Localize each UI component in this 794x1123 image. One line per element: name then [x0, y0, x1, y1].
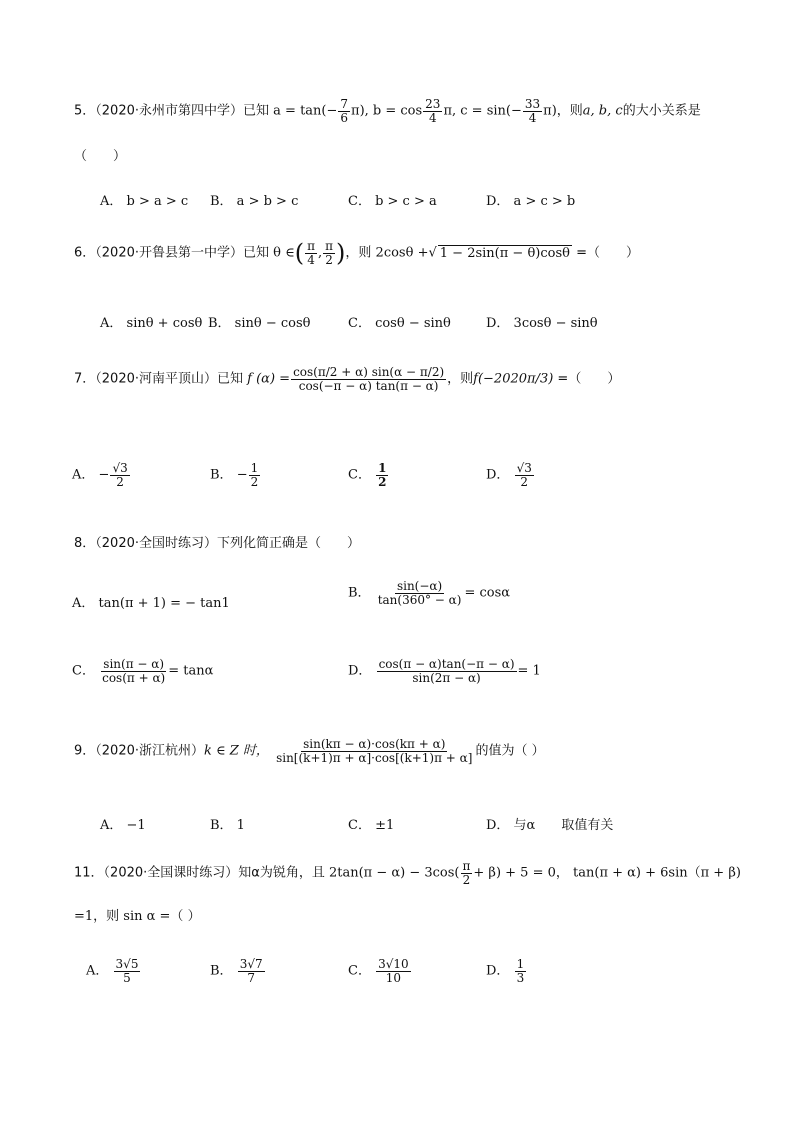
- answer-paren: （ ）: [74, 149, 127, 164]
- question-7: 7．（2020·河南平顶山）已知 f (α) = $\frac{\cos(\pi/2 + \alpha) \sin(\alpha - \pi/2)}{\cos(-\pi - \alpha) \tan(\pi - \alpha)}$ ，则f(−2020π/3) =（ ）: [74, 365, 621, 393]
- question-source: （2020·浙江杭州）: [95, 743, 204, 759]
- right-paren: ): [336, 239, 346, 268]
- option-a[interactable]: A． sinθ + cosθ: [100, 316, 203, 331]
- question-8: 8．（2020·全国时练习）下列化简正确是（ ）: [74, 536, 361, 551]
- fraction: $\frac{\sin(k\pi - \alpha)\cdot\cos(k\pi + \alpha)}{\sin[(k+1)\pi + \alpha]\cdot\cos[(k+1)\pi + \alpha]}$: [276, 737, 473, 765]
- option-d[interactable]: D． 与α 取值有关: [486, 818, 614, 833]
- question-number: 5．: [74, 103, 96, 119]
- option-b[interactable]: B． $\frac{\sin(-\alpha)}{\tan(360^\circ - \alpha)}$ = cosα: [348, 579, 511, 607]
- question-5: 5．（2020·永州市第四中学）已知 a = tan(− $\frac{7}{6}$ π), b = cos $\frac{23}{4}$ π, c = sin(− $\frac{33}{4}$ π)，则a, b, c的大小关系是: [74, 97, 701, 125]
- question-number: 11．: [74, 865, 104, 881]
- fraction: $\frac{33}{4}$: [524, 97, 541, 125]
- question-number: 7．: [74, 371, 96, 387]
- question-source: （2020·开鲁县第一中学）: [95, 245, 243, 261]
- option-d[interactable]: D． a > c > b: [486, 194, 576, 209]
- option-c[interactable]: C． ±1: [348, 818, 395, 833]
- option-b[interactable]: B． $\frac{3√7}{7}$: [210, 957, 263, 985]
- option-c[interactable]: C． $\frac{\sin(\pi - \alpha)}{\cos(\pi + \alpha)}$ = tanα: [72, 657, 214, 685]
- question-number: 9．: [74, 743, 96, 759]
- option-a[interactable]: A． b > a > c: [100, 194, 189, 209]
- question-11: 11．（2020·全国课时练习）知α为锐角，且 2tan(π − α) − 3cos( $\frac{\pi}{2}$ + β) + 5 = 0， tan(π + α) + 6sin（π + β): [74, 859, 741, 887]
- question-6: 6．（2020·开鲁县第一中学）已知 θ ∈( $\frac{\pi}{4}$ , $\frac{\pi}{2}$ )，则 2cosθ +√ 1 − 2sin(π − θ)cosθ =（ ）: [74, 239, 639, 268]
- option-c[interactable]: C． b > c > a: [348, 194, 437, 209]
- fraction: $\frac{23}{4}$: [425, 97, 441, 125]
- option-b[interactable]: B． a > b > c: [210, 194, 299, 209]
- option-b[interactable]: B． sinθ − cosθ: [208, 316, 311, 331]
- question-source: （2020·永州市第四中学）: [95, 103, 243, 119]
- option-a[interactable]: A． $\frac{3√5}{5}$: [86, 957, 139, 985]
- option-a[interactable]: A． tan(π + 1) = − tan1: [72, 596, 230, 611]
- fraction: $\frac{7}{6}$: [340, 97, 349, 125]
- fraction: $\frac{\cos(\pi/2 + \alpha) \sin(\alpha - \pi/2)}{\cos(-\pi - \alpha) \tan(\pi - \alpha)}$: [293, 365, 445, 393]
- option-c[interactable]: C． cosθ − sinθ: [348, 316, 451, 331]
- question-source: （2020·全国课时练习）: [103, 865, 239, 881]
- sqrt-sign: √: [428, 245, 437, 261]
- question-9: 9．（2020·浙江杭州）k ∈ Z 时， $\frac{\sin(k\pi - \alpha)\cdot\cos(k\pi + \alpha)}{\sin[(k+1)\pi + \alpha]\cdot\cos[(k+1)\pi + \alpha]}$ 的值为（ ）: [74, 737, 545, 765]
- option-d[interactable]: D． $\frac{1}{3}$: [486, 957, 525, 985]
- option-a[interactable]: A． − $\frac{√3}{2}$: [72, 461, 128, 489]
- question-number: 6．: [74, 245, 96, 261]
- question-11-line2: =1，则 sin α =（ ）: [74, 909, 201, 924]
- question-number: 8．: [74, 536, 96, 551]
- option-c[interactable]: C． $\frac{1}{2}$: [348, 461, 387, 489]
- question-source: （2020·全国时练习）: [95, 536, 217, 551]
- option-d[interactable]: D． $\frac{\cos(\pi - \alpha)\tan(-\pi - \alpha)}{\sin(2\pi - \alpha)}$ = 1: [348, 657, 541, 685]
- option-d[interactable]: D． $\frac{√3}{2}$: [486, 461, 532, 489]
- option-b[interactable]: B． 1: [210, 818, 245, 833]
- option-a[interactable]: A． −1: [100, 818, 146, 833]
- option-c[interactable]: C． $\frac{3√10}{10}$: [348, 957, 409, 985]
- question-source: （2020·河南平顶山）: [95, 371, 217, 387]
- option-d[interactable]: D． 3cosθ − sinθ: [486, 316, 598, 331]
- left-paren: (: [294, 239, 305, 268]
- option-b[interactable]: B． − $\frac{1}{2}$: [210, 461, 259, 489]
